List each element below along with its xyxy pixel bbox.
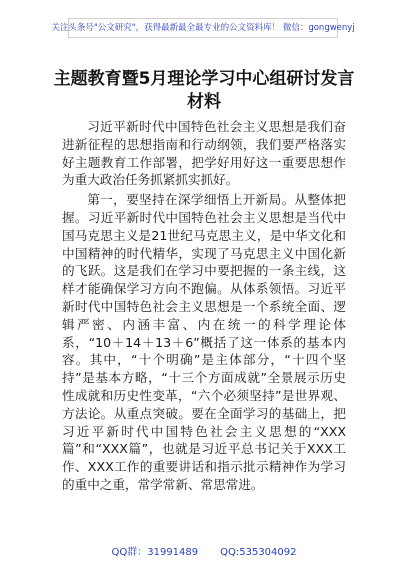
- document-title: [40, 68, 368, 114]
- title-line-1: 主题教育暨5月理论学习中心组研讨发言: [53, 69, 355, 89]
- footer-qq-group: QQ群：31991489: [111, 547, 199, 558]
- title-line-2: 材料: [187, 92, 221, 112]
- paragraph-intro: 习近平新时代中国特色社会主义思想是我们奋进新征程的思想指南和行动纲领，我们要严格落实好主题教育工作部署，把学好用好这一重要思想作为重大政治任务抓紧抓实抓好。: [62, 119, 346, 188]
- paragraph-first-point: 第一，要坚持在深学细悟上开新局。从整体把握。习近平新时代中国特色社会主义思想是当代中国马克思主义是21世纪马克思主义，是中华文化和中国精神的时代精华，实现了马克思主义中国化新的飞跃。这是我们在学习中要把握的一条主线，这样才能确保学习方向不跑偏。从体系领悟。习近平新时代中国特色社会主义思想是一个系统全面、逻辑严密、内涵丰富、内在统一的科学理论体系，“10＋14＋13＋6”概括了这一体系的基本内容。其中，“十个明确”是主体部分，“十四个坚持”是基本方略，“十三个方面成就”全景展示历史性成就和历史性变革，“六个必须坚持”是世界观、方法论。从重点突破。要在全面学习的基础上，把习近平新时代中国特色社会主义思想的“XXX篇”和“XXX篇”，也就是习近平总书记关于XXX工作、XXX工作的重要讲话和指示批示精神作为学习的重中之重，常学常新、常思常进。: [62, 192, 346, 492]
- document-body: [62, 118, 346, 496]
- footer-contact: [0, 548, 408, 558]
- header-banner: [51, 18, 355, 38]
- footer-qq: QQ:535304092: [220, 547, 297, 558]
- header-banner-text: 关注头条号"公文研究"，获得最新最全最专业的公文资料库！ 微信：gongwenyj: [51, 22, 355, 33]
